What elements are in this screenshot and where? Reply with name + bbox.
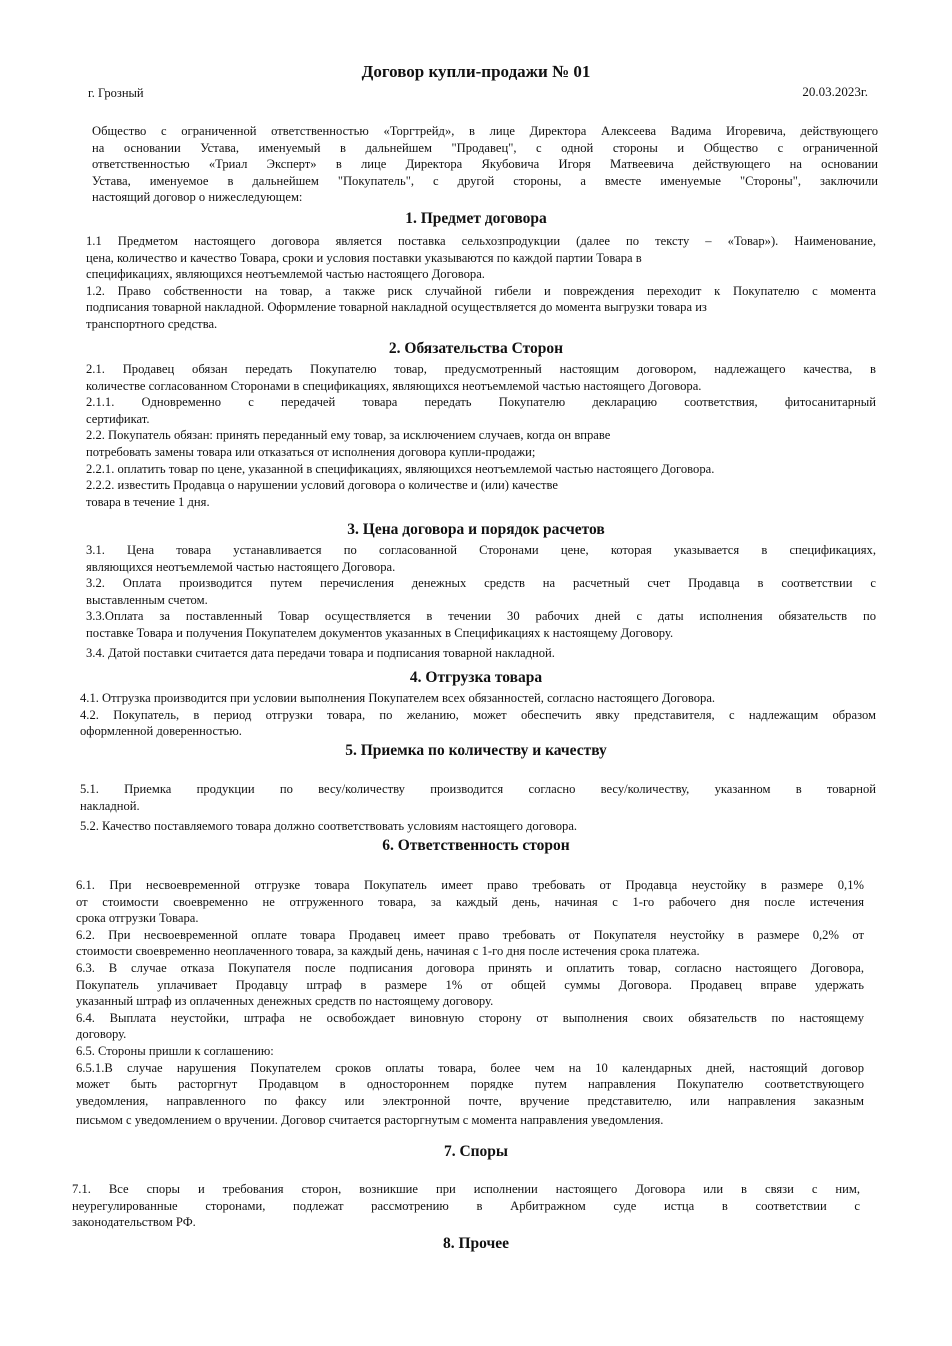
- clause-line: 3.2. Оплата производится путем перечисления денежных средств на расчетный счет Продавца в соответствии с: [86, 576, 876, 591]
- clause-line: 2.1. Продавец обязан передать Покупателю товар, предусмотренный настоящим договором, надлежащего качества, в: [86, 362, 876, 376]
- clause-line: законодательством РФ.: [72, 1215, 196, 1230]
- preamble: [92, 123, 878, 206]
- clause-line: 2.2. Покупатель обязан: принять переданный ему товар, за исключением случаев, когда он вправе: [86, 428, 611, 443]
- section-8-heading: 8. Прочее: [442, 1235, 510, 1252]
- clause-line: 1.1 Предметом настоящего договора является поставка сельхозпродукции (далее по тексту – «Товар»). Наименование,: [86, 234, 876, 248]
- clause-line: потребовать замены товара или отказаться от исполнения договора купли-продажи;: [86, 444, 536, 459]
- section-4-body: [80, 690, 876, 740]
- clause-line: 2.2.1. оплатить товар по цене, указанной в спецификациях, являющихся неотъемлемой частью настоящего Договора.: [86, 461, 715, 476]
- section-7-heading: 7. Споры: [443, 1143, 509, 1160]
- clause-line: неурегулированные сторонами, подлежат рассмотрению в Арбитражном суде истца в соответствии с: [72, 1198, 860, 1213]
- clause-line: 2.1.1. Одновременно с передачей товара передать Покупателю декларацию соответствия, фитосанитарный: [86, 395, 876, 410]
- clause-line: 6.2. При несвоевременной оплате товара Продавец имеет право требовать от Покупателя неустойку в размере 0,2% от: [76, 927, 864, 942]
- section-2-body: [86, 361, 876, 510]
- clause-line: количестве согласованном Сторонами в спецификациях, являющихся неотъемлемой частью настоящего Договора.: [86, 378, 702, 393]
- clause-line: 6.1. При несвоевременной отгрузке товара Покупатель имеет право требовать от Продавца неустойку в размере 0,1%: [76, 878, 864, 892]
- section-3-heading: 3. Цена договора и порядок расчетов: [347, 521, 605, 538]
- section-6-heading: 6. Ответственность сторон: [382, 837, 570, 854]
- clause-line: 6.5. Стороны пришли к соглашению:: [76, 1043, 274, 1058]
- contract-date: 20.03.2023г.: [802, 84, 868, 99]
- clause-line: стоимости своевременно неоплаченного товара, за каждый день, начиная с 1-го дня после истечения срока платежа.: [76, 944, 700, 959]
- clause-line: 6.5.1.В случае нарушения Покупателем сроков оплаты товара, более чем на 10 календарных дней, настоящий договор: [76, 1060, 864, 1075]
- section-6-body: [76, 877, 864, 1129]
- clause-line: транспортного средства.: [86, 316, 218, 331]
- preamble-line: Устава, именуемое в дальнейшем "Покупатель", с другой стороны, а вместе именуемые "Стороны", заключили: [92, 173, 878, 188]
- section-3-body: [86, 542, 876, 661]
- clause-line: цена, количество и качество Товара, сроки и условия поставки указываются по каждой партии Товара в: [86, 250, 642, 265]
- clause-line: договору.: [76, 1027, 127, 1042]
- clause-line: 4.1. Отгрузка производится при условии выполнения Покупателем всех обязанностей, согласно настоящего Договора.: [80, 691, 716, 705]
- clause-line: подписания товарной накладной. Оформление товарной накладной осуществляется до момента выгрузки товара из: [86, 300, 707, 315]
- clause-line: может быть расторгнут Продавцом в одностороннем порядке путем направления Покупателю соответствующего: [76, 1077, 864, 1092]
- preamble-line: на основании Устава, именуемый в дальнейшем "Продавец", с одной стороны и Общество с ограниченной: [92, 140, 878, 155]
- clause-line: оформленной доверенностью.: [80, 724, 242, 739]
- clause-line: 6.3. В случае отказа Покупателя после подписания договора принять и оплатить товар, согласно настоящего Договора,: [76, 960, 864, 975]
- clause-line: 2.2.2. известить Продавца о нарушении условий договора о количестве и (или) качестве: [86, 478, 558, 493]
- section-4-heading: 4. Отгрузка товара: [409, 669, 543, 686]
- clause-line: 3.4. Датой поставки считается дата передачи товара и подписания товарной накладной.: [86, 645, 555, 660]
- clause-line: являющихся неотъемлемой частью настоящего Договора.: [86, 559, 396, 574]
- clause-line: сертификат.: [86, 411, 150, 426]
- section-5-body: [80, 781, 876, 835]
- section-1-body: [86, 233, 876, 333]
- city: г. Грозный: [88, 86, 144, 100]
- clause-line: Покупатель уплачивает Продавцу штраф в размере 1% от общей суммы Договора. Продавец вправе удержать: [76, 977, 864, 992]
- clause-line: письмом с уведомлением о вручении. Договор считается расторгнутым с момента направления уведомления.: [76, 1113, 664, 1128]
- clause-line: 3.3.Оплата за поставленный Товар осуществляется в течении 30 рабочих дней с даты исполнения обязательств по: [86, 609, 876, 624]
- clause-line: 6.4. Выплата неустойки, штрафа не освобождает виновную сторону от выполнения своих обязательств по настоящему: [76, 1010, 864, 1025]
- clause-line: 5.2. Качество поставляемого товара должно соответствовать условиям настоящего договора.: [80, 819, 578, 834]
- clause-line: 7.1. Все споры и требования сторон, возникшие при исполнении настоящего Договора или в связи с ним,: [72, 1182, 860, 1196]
- section-7-body: [72, 1181, 860, 1231]
- section-1-heading: 1. Предмет договора: [405, 210, 547, 227]
- clause-line: выставленным счетом.: [86, 592, 208, 607]
- clause-line: товара в течение 1 дня.: [86, 494, 210, 509]
- clause-line: срока отгрузки Товара.: [76, 911, 199, 926]
- clause-line: 1.2. Право собственности на товар, а также риск случайной гибели и повреждения переходит к Покупателю с момента: [86, 283, 876, 298]
- clause-line: от стоимости своевременно не отгруженного товара, за каждый день, начиная с 1-го рабочего дня после истечения: [76, 894, 864, 909]
- clause-line: спецификациях, являющихся неотъемлемой частью настоящего Договора.: [86, 267, 485, 282]
- section-5-heading: 5. Приемка по количеству и качеству: [345, 742, 607, 759]
- clause-line: поставке Товара и получения Покупателем документов указанных в Спецификациях к настоящему Договору.: [86, 625, 674, 640]
- section-2-heading: 2. Обязательства Сторон: [388, 340, 564, 357]
- preamble-line: ответственностью «Триал Эксперт» в лице Директора Якубовича Игоря Матвеевича действующего на основании: [92, 157, 878, 172]
- clause-line: указанный штраф из оплаченных денежных средств по настоящему договору.: [76, 994, 494, 1009]
- clause-line: накладной.: [80, 798, 140, 813]
- preamble-line: настоящий договор о нижеследующем:: [92, 190, 303, 205]
- clause-line: 3.1. Цена товара устанавливается по согласованной Сторонами цене, которая указывается в спецификациях,: [86, 543, 876, 557]
- clause-line: уведомления, направленного по факсу или электронной почте, вручение представителю, или направления заказным: [76, 1093, 864, 1108]
- clause-line: 4.2. Покупатель, в период отгрузки товара, по желанию, может обеспечить явку представителя, с надлежащим образом: [80, 707, 876, 722]
- preamble-line: Общество с ограниченной ответственностью «Торгтрейд», в лице Директора Алексеева Вадима Игоревича, действующего: [92, 124, 878, 138]
- clause-line: 5.1. Приемка продукции по весу/количеству производится согласно весу/количеству, указанном в товарной: [80, 782, 876, 796]
- document-title: Договор купли-продажи № 01: [361, 62, 591, 81]
